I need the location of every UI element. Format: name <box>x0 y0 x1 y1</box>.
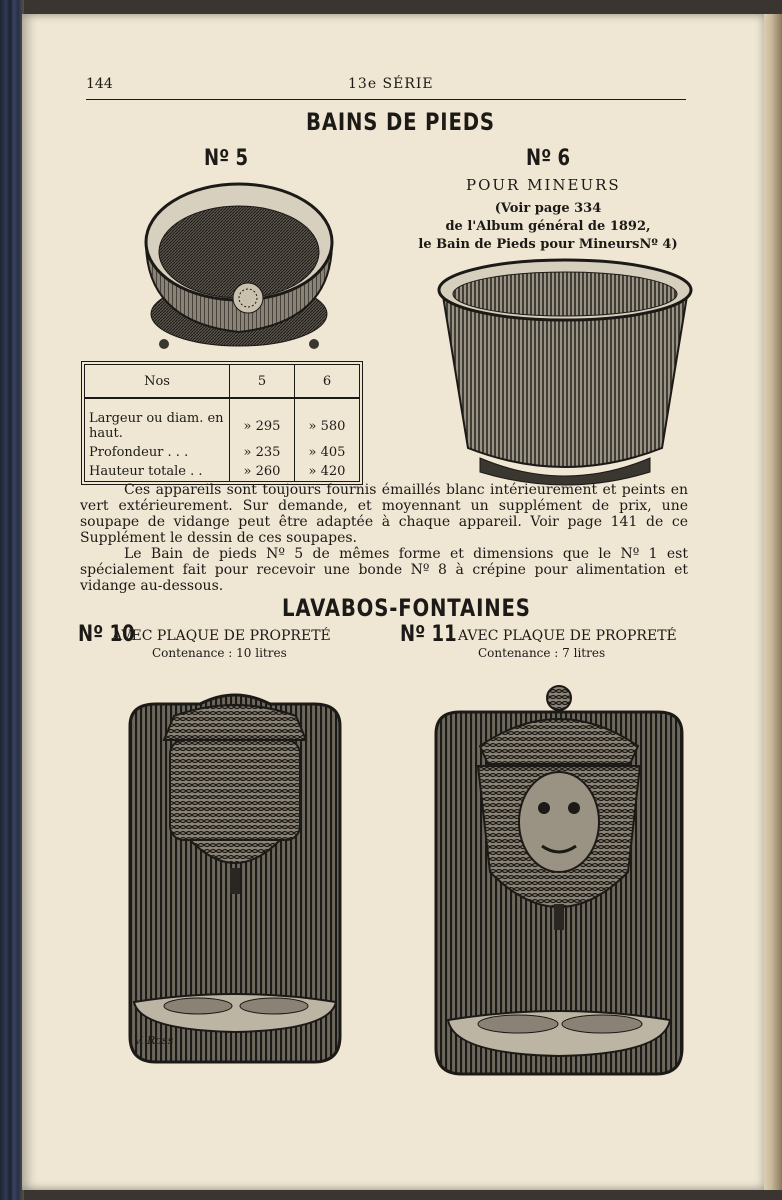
reference-line-1: (Voir page 334 <box>494 201 602 216</box>
reference-line-2: de l'Album général de 1892, <box>445 219 651 234</box>
description-text <box>80 482 688 594</box>
item-subtitle-mineurs: POUR MINEURS <box>466 176 621 194</box>
page-number: 144 <box>86 76 113 92</box>
wall-fountain-mask-illustration <box>430 682 688 1078</box>
table-cell: » 295 <box>230 398 295 443</box>
table-header-row <box>85 365 360 399</box>
description-paragraph-2: Le Bain de pieds Nº 5 de mêmes forme et dimensions que le Nº 1 est spécialement fait pour recevoir une bonde Nº 8 à crépine pour alimentation et vidange au-dessous. <box>80 546 688 594</box>
item-label-n5: Nº 5 <box>204 146 249 171</box>
description-paragraph-1: Ces appareils sont toujours fournis émaillés blanc intérieurement et peints en vert extérieurement. Sur demande, et moyennant un supplément de prix, une soupape de vidange peut être adaptée à chaque appareil. Voir page 141 de ce Supplément le dessin de ces soupapes. <box>80 482 688 546</box>
item-desc-n11: AVEC PLAQUE DE PROPRETÉ <box>458 628 677 644</box>
foot-bath-round-illustration <box>124 172 354 362</box>
item-desc-n10: AVEC PLAQUE DE PROPRETÉ <box>112 628 331 644</box>
table-header-cell: Nos <box>85 365 230 399</box>
book-spine <box>0 0 24 1200</box>
table-row <box>85 462 360 482</box>
section-title-bains: BAINS DE PIEDS <box>306 108 495 136</box>
section-title-lavabos: LAVABOS-FONTAINES <box>282 594 531 622</box>
series-heading: 13e SÉRIE <box>348 76 434 92</box>
table-cell: Largeur ou diam. en haut. <box>89 411 224 441</box>
dimensions-table <box>84 364 360 482</box>
header-rule <box>86 99 686 100</box>
table-cell: » 420 <box>295 462 360 482</box>
item-capacity-n11: Contenance : 7 litres <box>478 646 606 660</box>
table-row <box>85 443 360 462</box>
item-capacity-n10: Contenance : 10 litres <box>152 646 287 660</box>
table-cell: Hauteur totale . . <box>89 464 203 479</box>
table-cell: » 260 <box>230 462 295 482</box>
reference-line-3: le Bain de Pieds pour MineursNº 4) <box>418 237 678 252</box>
table-header-cell: 6 <box>295 365 360 399</box>
table-header-cell: 5 <box>230 365 295 399</box>
reference-note <box>398 200 698 254</box>
item-label-n11: Nº 11 <box>400 622 457 647</box>
engraver-signature: V. Ross <box>134 1034 174 1047</box>
foot-bath-miner-illustration <box>434 258 696 494</box>
table-cell: » 405 <box>295 443 360 462</box>
wall-fountain-ornate-illustration <box>120 686 350 1072</box>
table-row <box>85 398 360 443</box>
item-label-n10: Nº 10 <box>78 622 135 647</box>
item-label-n6: Nº 6 <box>526 146 571 171</box>
page-edge <box>764 14 782 1190</box>
table-cell: Profondeur . . . <box>89 445 189 460</box>
table-cell: » 580 <box>295 398 360 443</box>
table-cell: » 235 <box>230 443 295 462</box>
